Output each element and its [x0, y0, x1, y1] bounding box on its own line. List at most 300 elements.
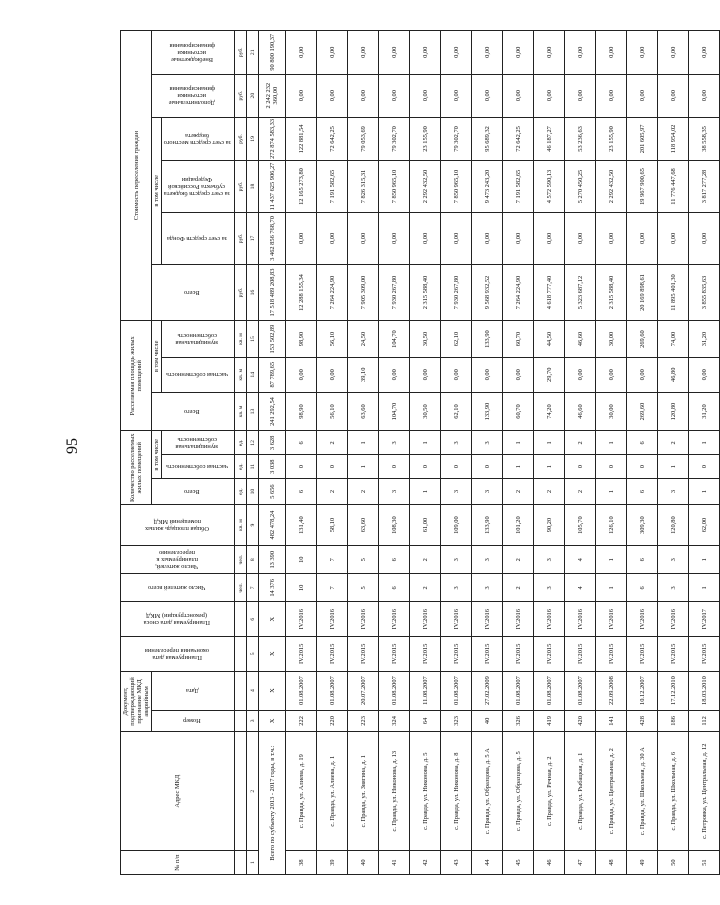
- column-number: 3: [247, 710, 259, 732]
- table-cell: 1: [596, 546, 627, 574]
- table-cell: 109,00: [441, 505, 472, 546]
- table-cell: 201 605,97: [627, 117, 658, 160]
- table-cell: 0,00: [472, 212, 503, 264]
- header-cost-total: Всего: [152, 264, 235, 320]
- table-cell: 10: [286, 574, 317, 602]
- table-cell: 44: [472, 851, 503, 875]
- table-cell: 6: [627, 479, 658, 505]
- table-cell: 2 315 588,40: [410, 264, 441, 320]
- table-cell: 0,00: [472, 74, 503, 117]
- table-cell: 41: [379, 851, 410, 875]
- table-cell: 0,00: [503, 31, 534, 75]
- header-area-incl: в том числе: [152, 321, 162, 392]
- header-cost-group: Стоимость переселения граждан: [121, 31, 152, 321]
- table-cell: 0,00: [348, 74, 379, 117]
- table-cell: 7 191 582,65: [503, 161, 534, 213]
- unit-cell: руб.: [235, 161, 247, 213]
- table-cell: 3 817 277,28: [689, 161, 720, 213]
- address-cell: с. Правда, ул. Никонова, д. 13: [379, 732, 410, 851]
- table-cell: IV.2015: [348, 637, 379, 672]
- table-cell: 1: [503, 431, 534, 455]
- header-doc-group: Документ, подтверждающий признание МКД аварийным: [121, 671, 152, 732]
- address-cell: с. Правда, ул. Школьная, д. 30 А: [627, 732, 658, 851]
- unit-cell: [235, 732, 247, 851]
- table-cell: 2: [348, 479, 379, 505]
- total-label: Всего по субъекту 2013 - 2017 годы, в т.ч.:: [259, 732, 286, 875]
- table-cell: 0,00: [472, 31, 503, 75]
- column-number: 11: [247, 455, 259, 479]
- table-cell: 0: [410, 455, 441, 479]
- table-cell: 2: [410, 546, 441, 574]
- table-cell: 0,00: [596, 31, 627, 75]
- table-cell: 27.02.2009: [472, 671, 503, 710]
- table-cell: 6: [379, 574, 410, 602]
- table-cell: 0,00: [379, 31, 410, 75]
- unit-cell: чел.: [235, 546, 247, 574]
- table-row: [348, 31, 379, 875]
- table-cell: 141: [596, 710, 627, 732]
- table-cell: 0,00: [565, 212, 596, 264]
- table-cell: 17 518 489 208,83: [259, 264, 286, 320]
- table-cell: IV.2016: [379, 602, 410, 637]
- table-cell: 6: [379, 546, 410, 574]
- table-cell: 5: [348, 574, 379, 602]
- table-cell: 1: [348, 455, 379, 479]
- table-cell: 101,20: [503, 505, 534, 546]
- header-extra-sources: Внебюджетные источники финансирования: [152, 31, 235, 75]
- table-cell: IV.2015: [565, 637, 596, 672]
- table-cell: 3: [534, 546, 565, 574]
- header-rooms-total: Всего: [152, 479, 235, 505]
- table-cell: 0,00: [565, 31, 596, 75]
- unit-cell: кв. м: [235, 321, 247, 358]
- table-cell: 90 800 190,37: [259, 31, 286, 75]
- table-cell: 3: [534, 574, 565, 602]
- table-row: [410, 31, 441, 875]
- table-cell: 87 789,65: [259, 357, 286, 392]
- table-cell: 3: [472, 431, 503, 455]
- header-area-private: частная собственность: [162, 357, 235, 392]
- column-number: 10: [247, 479, 259, 505]
- table-cell: 2: [410, 574, 441, 602]
- table-cell: 0,00: [410, 357, 441, 392]
- table-cell: 01.08.2007: [565, 671, 596, 710]
- table-cell: 0: [317, 455, 348, 479]
- table-cell: 58,10: [317, 505, 348, 546]
- table-cell: 2: [565, 431, 596, 455]
- table-cell: 44,50: [534, 321, 565, 358]
- table-cell: 72 642,25: [317, 117, 348, 160]
- table-cell: 0,00: [534, 212, 565, 264]
- table-cell: 64: [410, 710, 441, 732]
- table-cell: 3: [441, 574, 472, 602]
- table-cell: 12 288 155,34: [286, 264, 317, 320]
- unit-cell: руб.: [235, 264, 247, 320]
- table-cell: 1: [534, 455, 565, 479]
- table-cell: 79 053,69: [348, 117, 379, 160]
- header-cost-regional: за счет средств бюджета субъекта Российской Федерации: [162, 161, 235, 213]
- table-cell: 0: [441, 455, 472, 479]
- table-cell: 7 264 224,90: [317, 264, 348, 320]
- table-cell: 269,60: [627, 321, 658, 358]
- unit-cell: кв. м: [235, 357, 247, 392]
- table-cell: 6: [286, 431, 317, 455]
- table-cell: 0,00: [317, 357, 348, 392]
- table-cell: 7 905 309,00: [348, 264, 379, 320]
- unit-cell: руб.: [235, 117, 247, 160]
- table-cell: 46,80: [658, 357, 689, 392]
- table-cell: 7 850 965,10: [379, 161, 410, 213]
- table-cell: 2 315 588,40: [596, 264, 627, 320]
- table-cell: 7 826 315,31: [348, 161, 379, 213]
- address-cell: с. Правда, ул. Рыбацкая, д. 1: [565, 732, 596, 851]
- table-cell: 20 169 898,61: [627, 264, 658, 320]
- table-cell: 48: [596, 851, 627, 875]
- table-cell: 0,00: [441, 74, 472, 117]
- table-row: [565, 31, 596, 875]
- table-cell: 7 191 582,65: [317, 161, 348, 213]
- address-cell: с. Правда, ул. Никонова, д. 5: [410, 732, 441, 851]
- rotated-page-area: [120, 30, 708, 875]
- table-cell: X: [259, 671, 286, 710]
- table-cell: 46: [534, 851, 565, 875]
- unit-cell: кв. м: [235, 392, 247, 431]
- table-cell: 428: [627, 710, 658, 732]
- table-cell: 11 437 625 906,27: [259, 161, 286, 213]
- table-cell: 61,00: [410, 505, 441, 546]
- table-cell: 01.08.2007: [317, 671, 348, 710]
- table-cell: 19 967 900,65: [627, 161, 658, 213]
- table-cell: 6: [627, 574, 658, 602]
- column-number: 15: [247, 321, 259, 358]
- table-cell: 10.12.2007: [627, 671, 658, 710]
- resettlement-table-wrapper: [120, 30, 708, 875]
- table-cell: 6: [627, 546, 658, 574]
- table-cell: 5 323 687,12: [565, 264, 596, 320]
- table-cell: 22.09.2008: [596, 671, 627, 710]
- table-cell: 269,60: [627, 392, 658, 431]
- table-cell: 2: [534, 479, 565, 505]
- unit-cell: [235, 671, 247, 710]
- table-cell: 3: [472, 479, 503, 505]
- table-cell: 1: [596, 479, 627, 505]
- table-cell: 2: [317, 479, 348, 505]
- table-cell: 56,10: [317, 392, 348, 431]
- table-cell: 0: [379, 455, 410, 479]
- table-cell: 104,70: [379, 321, 410, 358]
- unit-cell: чел.: [235, 574, 247, 602]
- table-cell: 0,00: [379, 212, 410, 264]
- table-row: [286, 31, 317, 875]
- table-cell: X: [259, 710, 286, 732]
- table-cell: IV.2016: [410, 602, 441, 637]
- table-cell: 126,10: [596, 505, 627, 546]
- page-number: 95: [64, 438, 81, 454]
- header-address: Адрес МКД: [121, 732, 235, 851]
- table-cell: 0,00: [596, 74, 627, 117]
- table-cell: 30,00: [596, 392, 627, 431]
- table-row: [317, 31, 348, 875]
- column-number: 19: [247, 117, 259, 160]
- table-cell: 1: [689, 479, 720, 505]
- table-cell: 3 855 835,63: [689, 264, 720, 320]
- table-cell: 45: [503, 851, 534, 875]
- table-cell: 0,00: [658, 212, 689, 264]
- header-planned-resettle: Планируемая дата окончания переселения: [121, 637, 235, 672]
- table-cell: 11 895 401,30: [658, 264, 689, 320]
- table-cell: 0,00: [689, 31, 720, 75]
- header-residents-to-resettle: Число жителей, планируемых к переселению: [121, 546, 235, 574]
- table-cell: 01.08.2007: [503, 671, 534, 710]
- table-cell: 186: [658, 710, 689, 732]
- table-cell: 7 264 224,90: [503, 264, 534, 320]
- table-cell: IV.2015: [503, 637, 534, 672]
- table-cell: 0,00: [689, 212, 720, 264]
- table-cell: 3 628: [259, 431, 286, 455]
- table-cell: 5 270 450,25: [565, 161, 596, 213]
- table-cell: 112: [689, 710, 720, 732]
- header-cost-local: за счет средств местного бюджета: [162, 117, 235, 160]
- column-number: 4: [247, 671, 259, 710]
- table-cell: 0: [627, 455, 658, 479]
- table-cell: 1: [410, 479, 441, 505]
- table-cell: 01.08.2007: [379, 671, 410, 710]
- table-cell: IV.2016: [317, 602, 348, 637]
- table-cell: 46 187,27: [534, 117, 565, 160]
- table-cell: 11 776 447,68: [658, 161, 689, 213]
- table-cell: IV.2015: [689, 637, 720, 672]
- column-number: 5: [247, 637, 259, 672]
- table-cell: 133,90: [472, 321, 503, 358]
- table-cell: 0: [596, 455, 627, 479]
- table-row: [472, 31, 503, 875]
- address-cell: с. Правда, ул. Алиева, д. 19: [286, 732, 317, 851]
- table-cell: IV.2016: [565, 602, 596, 637]
- table-cell: 120,80: [658, 505, 689, 546]
- table-cell: 0,00: [441, 357, 472, 392]
- table-cell: 1: [503, 455, 534, 479]
- table-cell: 2: [503, 546, 534, 574]
- header-cost-fund: за счет средств Фонда: [162, 212, 235, 264]
- table-cell: 3: [441, 479, 472, 505]
- table-cell: 0,00: [565, 357, 596, 392]
- table-cell: 29,70: [534, 357, 565, 392]
- table-cell: 3: [472, 546, 503, 574]
- header-rooms-incl: в том числе: [152, 431, 162, 479]
- table-cell: 0,00: [441, 212, 472, 264]
- table-cell: 0,00: [689, 357, 720, 392]
- table-cell: 4 572 590,13: [534, 161, 565, 213]
- table-cell: 7 930 267,80: [441, 264, 472, 320]
- table-cell: IV.2015: [534, 637, 565, 672]
- table-cell: IV.2015: [379, 637, 410, 672]
- unit-cell: ед.: [235, 479, 247, 505]
- table-cell: 0,00: [565, 74, 596, 117]
- unit-cell: кв. м: [235, 505, 247, 546]
- table-cell: 0,00: [472, 357, 503, 392]
- table-cell: IV.2017: [689, 602, 720, 637]
- column-number: 7: [247, 574, 259, 602]
- table-cell: 1: [689, 546, 720, 574]
- table-cell: 1: [596, 574, 627, 602]
- table-cell: 0,00: [286, 357, 317, 392]
- table-cell: 12 165 273,80: [286, 161, 317, 213]
- table-cell: 0,00: [379, 74, 410, 117]
- table-cell: 0,00: [286, 31, 317, 75]
- table-cell: 31,20: [689, 392, 720, 431]
- table-cell: 14 376: [259, 574, 286, 602]
- table-cell: IV.2015: [472, 637, 503, 672]
- table-row: [503, 31, 534, 875]
- table-cell: IV.2016: [441, 602, 472, 637]
- unit-cell: ед.: [235, 431, 247, 455]
- units-row: [235, 31, 247, 875]
- header-doc-num: Номер: [152, 710, 235, 732]
- table-cell: 420: [565, 710, 596, 732]
- table-cell: 0,00: [689, 74, 720, 117]
- table-row: [689, 31, 720, 875]
- table-cell: 4: [565, 574, 596, 602]
- table-cell: 01.08.2007: [534, 671, 565, 710]
- table-cell: 95 689,32: [472, 117, 503, 160]
- table-cell: 39: [317, 851, 348, 875]
- header-extra: Дополнительные источники финансирования: [152, 74, 235, 117]
- header-num: № п/п: [121, 851, 235, 875]
- table-cell: 74,20: [534, 392, 565, 431]
- table-cell: 3: [658, 546, 689, 574]
- table-cell: 62,10: [441, 392, 472, 431]
- table-cell: 1: [658, 455, 689, 479]
- table-data-rows: [286, 31, 720, 875]
- unit-cell: руб.: [235, 212, 247, 264]
- table-cell: 122 881,54: [286, 117, 317, 160]
- table-cell: 3 038: [259, 455, 286, 479]
- table-cell: 3 462 856 768,70: [259, 212, 286, 264]
- table-cell: 0,00: [286, 212, 317, 264]
- table-cell: IV.2015: [441, 637, 472, 672]
- table-cell: 51: [689, 851, 720, 875]
- table-cell: 0,00: [627, 74, 658, 117]
- table-cell: 0: [565, 455, 596, 479]
- table-cell: 3: [379, 431, 410, 455]
- column-number: 2: [247, 732, 259, 851]
- table-cell: 3: [658, 479, 689, 505]
- table-cell: 0,00: [534, 74, 565, 117]
- column-number: 1: [247, 851, 259, 875]
- table-cell: 0: [472, 455, 503, 479]
- table-cell: IV.2016: [658, 602, 689, 637]
- table-cell: 133,90: [472, 392, 503, 431]
- table-cell: IV.2016: [472, 602, 503, 637]
- table-cell: 38 558,35: [689, 117, 720, 160]
- table-cell: 5: [348, 546, 379, 574]
- table-cell: 3: [472, 574, 503, 602]
- table-cell: 3: [441, 431, 472, 455]
- table-cell: 0,00: [348, 212, 379, 264]
- table-cell: 3: [441, 546, 472, 574]
- header-residents: Число жителей всего: [121, 574, 235, 602]
- table-cell: IV.2016: [596, 602, 627, 637]
- column-number: 12: [247, 431, 259, 455]
- table-cell: 10: [286, 546, 317, 574]
- table-cell: 62,00: [689, 505, 720, 546]
- table-cell: 6: [286, 479, 317, 505]
- table-cell: 0,00: [658, 31, 689, 75]
- table-cell: 1: [410, 431, 441, 455]
- table-cell: 1: [596, 431, 627, 455]
- table-cell: 98,90: [286, 321, 317, 358]
- table-cell: 1: [534, 431, 565, 455]
- table-cell: 9 473 243,20: [472, 161, 503, 213]
- table-cell: 2 242 232 360,00: [259, 74, 286, 117]
- address-cell: с. Правда, ул. Алиева, д. 1: [317, 732, 348, 851]
- table-cell: 0: [286, 455, 317, 479]
- table-cell: 30,50: [410, 321, 441, 358]
- table-cell: IV.2016: [627, 602, 658, 637]
- table-cell: 220: [317, 710, 348, 732]
- table-cell: 38: [286, 851, 317, 875]
- table-cell: IV.2016: [503, 602, 534, 637]
- table-cell: 1: [689, 431, 720, 455]
- address-cell: с. Правда, ул. Образцова, д. 5 А: [472, 732, 503, 851]
- table-cell: 9 568 932,52: [472, 264, 503, 320]
- table-cell: 7 850 965,10: [441, 161, 472, 213]
- table-cell: 31,20: [689, 321, 720, 358]
- table-cell: 0,00: [627, 212, 658, 264]
- table-body: [235, 31, 286, 875]
- table-row: [596, 31, 627, 875]
- header-cost-incl: в том числе: [152, 117, 162, 264]
- table-cell: IV.2016: [348, 602, 379, 637]
- table-cell: 153 502,89: [259, 321, 286, 358]
- table-row: [627, 31, 658, 875]
- table-cell: IV.2015: [658, 637, 689, 672]
- column-number: 14: [247, 357, 259, 392]
- table-cell: 60,70: [503, 321, 534, 358]
- table-cell: 20.07.2007: [348, 671, 379, 710]
- table-cell: 3: [379, 479, 410, 505]
- table-cell: 0,00: [286, 74, 317, 117]
- column-number: 20: [247, 74, 259, 117]
- table-cell: 0: [689, 455, 720, 479]
- table-cell: 46,60: [565, 392, 596, 431]
- table-cell: 1: [689, 574, 720, 602]
- table-cell: IV.2015: [286, 637, 317, 672]
- table-cell: 482 478,24: [259, 505, 286, 546]
- table-cell: 30,50: [410, 392, 441, 431]
- header-area-emergency: Общая площадь жилых помещений МКД: [121, 505, 235, 546]
- table-cell: 120,80: [658, 392, 689, 431]
- table-cell: 6: [627, 431, 658, 455]
- table-cell: 4 618 777,40: [534, 264, 565, 320]
- table-cell: 2: [503, 479, 534, 505]
- address-cell: с. Петровка, ул. Центральная, д. 12: [689, 732, 720, 851]
- header-doc-date: Дата: [152, 671, 235, 710]
- table-cell: X: [259, 637, 286, 672]
- unit-cell: руб.: [235, 31, 247, 75]
- table-cell: 105,70: [565, 505, 596, 546]
- header-area-total: Всего: [152, 392, 235, 431]
- table-cell: 5 656: [259, 479, 286, 505]
- table-row: [658, 31, 689, 875]
- table-cell: IV.2015: [596, 637, 627, 672]
- table-cell: 323: [441, 710, 472, 732]
- table-cell: 241 292,54: [259, 392, 286, 431]
- table-cell: 2: [565, 479, 596, 505]
- table-cell: 49: [627, 851, 658, 875]
- table-cell: 326: [503, 710, 534, 732]
- column-number: 18: [247, 161, 259, 213]
